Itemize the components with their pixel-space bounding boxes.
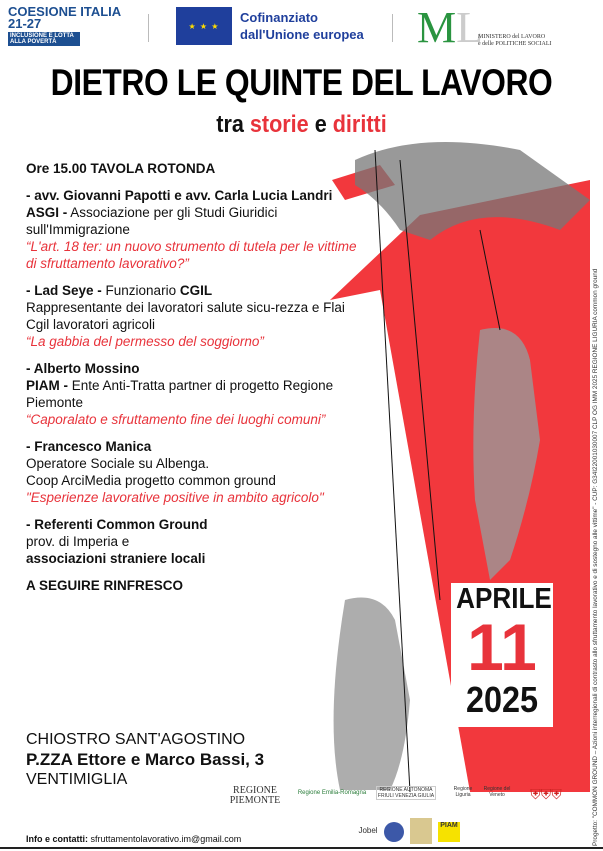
partner-logo-figure [410, 818, 432, 844]
ministero-logo: ML [417, 3, 484, 52]
contact-info: Info e contatti: sfruttamentolavorativo.im@gmail.com [26, 834, 242, 844]
program [26, 160, 366, 604]
speaker-5: - Referenti Common Ground prov. di Imperia e associazioni straniere locali [26, 517, 208, 566]
municipal-crests-icon: ⛨⛨⛨ [530, 786, 562, 802]
regione-veneto-logo: Regione del Veneto [483, 786, 511, 798]
divider [392, 14, 393, 42]
program-heading: Ore 15.00 TAVOLA ROTONDA [26, 161, 216, 176]
eu-flag-icon: ★ ★ ★ [176, 7, 232, 45]
coesione-italia-logo: COESIONE ITALIA 21-27 INCLUSIONE E LOTTA ALLA POVERTÀ [8, 4, 121, 45]
speaker-2: - Lad Seye - Funzionario CGIL Rappresentante dei lavoratori salute sicu-rezza e Flai Cgil lavoratori agricoli “La gabbia del permesso del soggiorno” [26, 283, 345, 349]
piam-logo: PIAM [438, 822, 460, 842]
poster-subtitle: tra storie e diritti [216, 111, 387, 138]
closing-note: A SEGUIRE RINFRESCO [26, 578, 184, 593]
regione-liguria-logo: Regione Liguria [453, 786, 473, 798]
partner-logo-circle [384, 822, 404, 842]
ministero-text: MINISTERO del LAVORO e delle POLITICHE SOCIALI [478, 34, 552, 47]
regione-piemonte-logo: REGIONE PIEMONTE [229, 785, 281, 806]
divider [148, 14, 149, 42]
poster-title: DIETRO LE QUINTE DEL LAVORO [50, 62, 553, 103]
speaker-4: - Francesco Manica Operatore Sociale su Albenga. Coop ArciMedia progetto common ground "Esperienze lavorative positive in ambito agricolo" [26, 439, 324, 505]
regione-fvg-logo: REGIONE AUTONOMA FRIULI VENEZIA GIULIA [377, 787, 435, 799]
venue: CHIOSTRO SANT'AGOSTINO P.ZZA Ettore e Marco Bassi, 3 VENTIMIGLIA [26, 731, 265, 788]
jobel-logo: Jobel [358, 826, 378, 835]
contact-email[interactable]: sfruttamentolavorativo.im@gmail.com [90, 834, 242, 844]
event-date: APRILE 11 2025 [451, 583, 553, 727]
project-side-text: Progetto: "COMMON GROUND – Azioni interregionali di contrasto allo sfruttamento lavorativo e di sostegno alle vittime" - CUP: G34I22001030007 CLP OG IMM 2025 REGIONE LIGURIA common ground [592, 268, 599, 846]
speaker-3: - Alberto Mossino PIAM - Ente Anti-Tratta partner di progetto Regione Piemonte “Caporalato e sfruttamento fine dei luoghi comuni” [26, 361, 334, 427]
regione-emilia-romagna-logo: Regione Emilia-Romagna [297, 790, 367, 796]
eu-cofinanced-text: Cofinanziato dall'Unione europea [240, 10, 364, 42]
speaker-1: - avv. Giovanni Papotti e avv. Carla Lucia Landri ASGI - Associazione per gli Studi Giuridici sull'Immigrazione “L'art. 18 ter: un nuovo strumento di tutela per le vittime di sfruttamento lavorativo?” [26, 188, 357, 271]
